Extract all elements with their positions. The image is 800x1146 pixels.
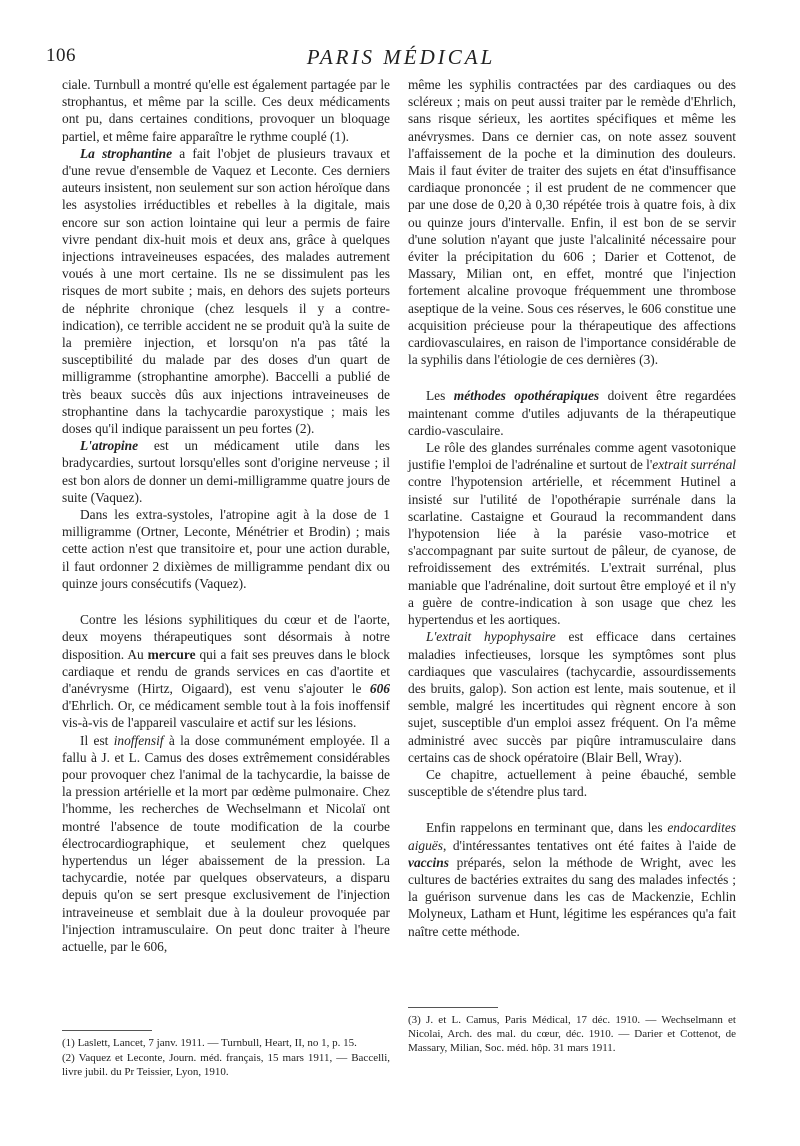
page-number: 106 (46, 45, 76, 66)
paragraph-opotherapie: Les méthodes opothérapiques doivent être regardées maintenant comme d'utiles adjuvants de la thérapeutique cardio-vasculaire. (408, 388, 736, 438)
paragraph-atropine: L'atropine est un médicament utile dans les bradycardies, surtout lorsqu'elles sont d'origine nerveuse ; il est bon alors de donner un demi-milligramme quatre jours de suite (Vaquez). (62, 438, 390, 505)
footnotes-left (62, 1036, 390, 1080)
paragraph-syphilis: Contre les lésions syphilitiques du cœur et de l'aorte, deux moyens thérapeutiques sont désormais à notre disposition. Au mercure qui a fait ses preuves dans le block cardiaque et rendu de grands services en cas d'aortite et d'anévrysme (Hirtz, Oigaard), est venu s'ajouter le 606 d'Ehrlich. Or, ce médicament semble tout à la fois inoffensif vis-à-vis de l'appareil vasculaire et actif sur les lésions. (62, 612, 390, 731)
journal-title: PARIS MÉDICAL (306, 45, 496, 69)
term-atropine: L'atropine (80, 438, 139, 454)
footnote-1: (1) Laslett, Lancet, 7 janv. 1911. — Turnbull, Heart, II, no 1, p. 15. (62, 1037, 357, 1049)
term-methodes-opotherapiques: méthodes opothérapiques (453, 388, 600, 404)
term-vaccins: vaccins (408, 854, 449, 870)
paragraph: Ce chapitre, actuellement à peine ébauché, semble susceptible de s'étendre plus tard. (408, 766, 736, 800)
paragraph-hypophysaire: L'extrait hypophysaire est efficace dans certaines maladies infectieuses, lorsque les symptômes sont plus cardiaques que vasculaires (tachycardie, assourdissements des bruits, galop). Son action est lente, mais soutenue, et il semble, malgré les incertitudes qui règnent encore à son sujet, susceptible d'un emploi assez fréquent. On l'a même administré avec succès par piqûre intramusculaire dans certains cas de shock opératoire (Blair Bell, Wray). (408, 629, 736, 765)
paragraph: même les syphilis contractées par des cardiaques ou des scléreux ; mais on peut aussi traiter par le remède d'Ehrlich, sans risque sérieux, les aortites spécifiques et même les anévrysmes. Dans ce dernier cas, on note assez souvent l'affaissement de la poche et la diminution des douleurs. Mais il faut éviter de traiter des sujets en état d'insuffisance cardiaque prononcée ; il est prudent de ne commencer que par une dose de 0,20 à 0,30 répétée trois à quatre fois, à dix ou quinze jours d'intervalle. Enfin, il est bon de se servir d'une solution n'ayant que juste l'alcalinité nécessaire pour éviter la précipitation du 606 ; Darier et Cottenot, de Massary, Milian ont, en effet, montré que l'injection fortement alcaline provoque fréquemment une thrombose aseptique de la veine. Sous ces réserves, le 606 constitue une acquisition précieuse pour la thérapeutique des affections cardiovasculaires, en raison de l'importance considérable de la syphilis dans l'étiologie de ces dernières (3). (408, 77, 736, 368)
paragraph-strophantine: La strophantine a fait l'objet de plusieurs travaux et d'une revue d'ensemble de Vaquez et Leconte. Ces derniers auteurs insistent, non seulement sur son action héroïque dans les asystolies irréductibles et rebelles à la digitale, mais encore sur son action lointaine qui leur a permis de faire vivre pendant dix-huit mois et deux ans, grâce à quelques injections intraveineuses espacées, des malades autrement voués à une mort certaine. Ils ne se dissimulent pas les risques de mort subite ; mais, en dehors des sujets porteurs de néphrite chronique (chez lesquels il y a contre-indication), ce terrible accident ne se produit qu'à la suite de la première injection, et lorsqu'on n'a pas tâté la susceptibilité du malade par des doses d'un quart de milligramme (strophantine amorphe). Baccelli a publié de très beaux succès dûs aux injections intraveineuses de strophantine dans la tachycardie paroxystique ; mais les doses qu'il indique paraissent un peu fortes (2). (62, 145, 390, 437)
right-column (408, 76, 736, 940)
term-inoffensif: inoffensif (113, 732, 164, 748)
paragraph: ciale. Turnbull a montré qu'elle est également partagée par le strophantus, et même par la scille. Ces deux médicaments ont pu, dans certaines conditions, provoquer un bloquage partiel, et même faire apparaître le rythme couplé (1). (62, 77, 390, 144)
footnote-rule-left (62, 1030, 152, 1031)
left-column (62, 76, 390, 955)
term-extrait-hypophysaire: L'extrait hypophysaire (426, 629, 556, 645)
paragraph: Dans les extra-systoles, l'atropine agit à la dose de 1 milligramme (Ortner, Leconte, Ménétrier et Brodin) ; mais cette action n'est que transitoire et, pour une action durable, il faut ordonner 2 dixièmes de milligramme pendant dix ou quinze jours consécutifs (Vaquez). (62, 507, 390, 591)
footnote-rule-right (408, 1007, 498, 1008)
paragraph-vaccins: Enfin rappelons en terminant que, dans les endocardites aiguës, d'intéressantes tentatives ont été faites à l'aide de vaccins préparés, selon la méthode de Wright, avec les cultures de bactéries extraites du sang des malades infectés ; la guérison survenue dans les cas de Mackenzie, Echlin Molyneux, Latham et Hunt, légitime les espérances qu'a fait naître cette méthode. (408, 820, 736, 939)
page-header (46, 45, 756, 75)
paragraph-inoffensif: Il est inoffensif à la dose communément employée. Il a fallu à J. et L. Camus des doses extrêmement considérables pour provoquer chez l'animal de la tachycardie, la baisse de la pression artérielle et la mort par œdème pulmonaire. Chez l'homme, les recherches de Wechselmann et Nicolaï ont montré l'absence de toute modification de la courbe électrocardiographique, et seulement chez quelques hypertendus un léger abaissement de la pression. La tachycardie, notée par quelques observateurs, a disparu depuis qu'on se sert presque exclusivement de l'injection intraveineuse et semblait due à la douleur provoquée par l'injection intramusculaire. On peut donc traiter à l'heure actuelle, par le 606, (62, 732, 390, 954)
term-extrait-surrenal: extrait surrénal (652, 457, 736, 473)
footnote-3: (3) J. et L. Camus, Paris Médical, 17 déc. 1910. — Wechselmann et Nicolai, Arch. des mal. du cœur, déc. 1910. — Darier et Cottenot, de Massary, Milian, Soc. méd. hôp. 31 mars 1911. (408, 1014, 736, 1054)
footnotes-right (408, 1013, 736, 1056)
paragraph-surrenal: Le rôle des glandes surrénales comme agent vasotonique justifie l'emploi de l'adrénaline et surtout de l'extrait surrénal contre l'hypotension artérielle, et récemment Hutinel a insisté sur l'utilité de l'opothérapie surrénale dans la scarlatine. Castaigne et Gouraud la recommandent dans l'hypotension liée à la parésie vaso-motrice et s'accompagnant par suite surtout de pâleur, de cyanose, de refroidissement des extrémités. L'extrait surrénal, plus maniable que l'adrénaline, doit surtout être employé et il n'y a guère de contre-indication à son usage que chez les hypertendus et les aortiques. (408, 440, 736, 628)
footnote-2: (2) Vaquez et Leconte, Journ. méd. français, 15 mars 1911, — Baccelli, livre jubil. du Pr Teissier, Lyon, 1910. (62, 1052, 390, 1078)
term-strophantine: La strophantine (80, 145, 173, 161)
term-606: 606 (369, 680, 390, 696)
term-endocardites: endocardites aiguës (408, 820, 736, 853)
term-mercure: mercure (147, 646, 196, 662)
